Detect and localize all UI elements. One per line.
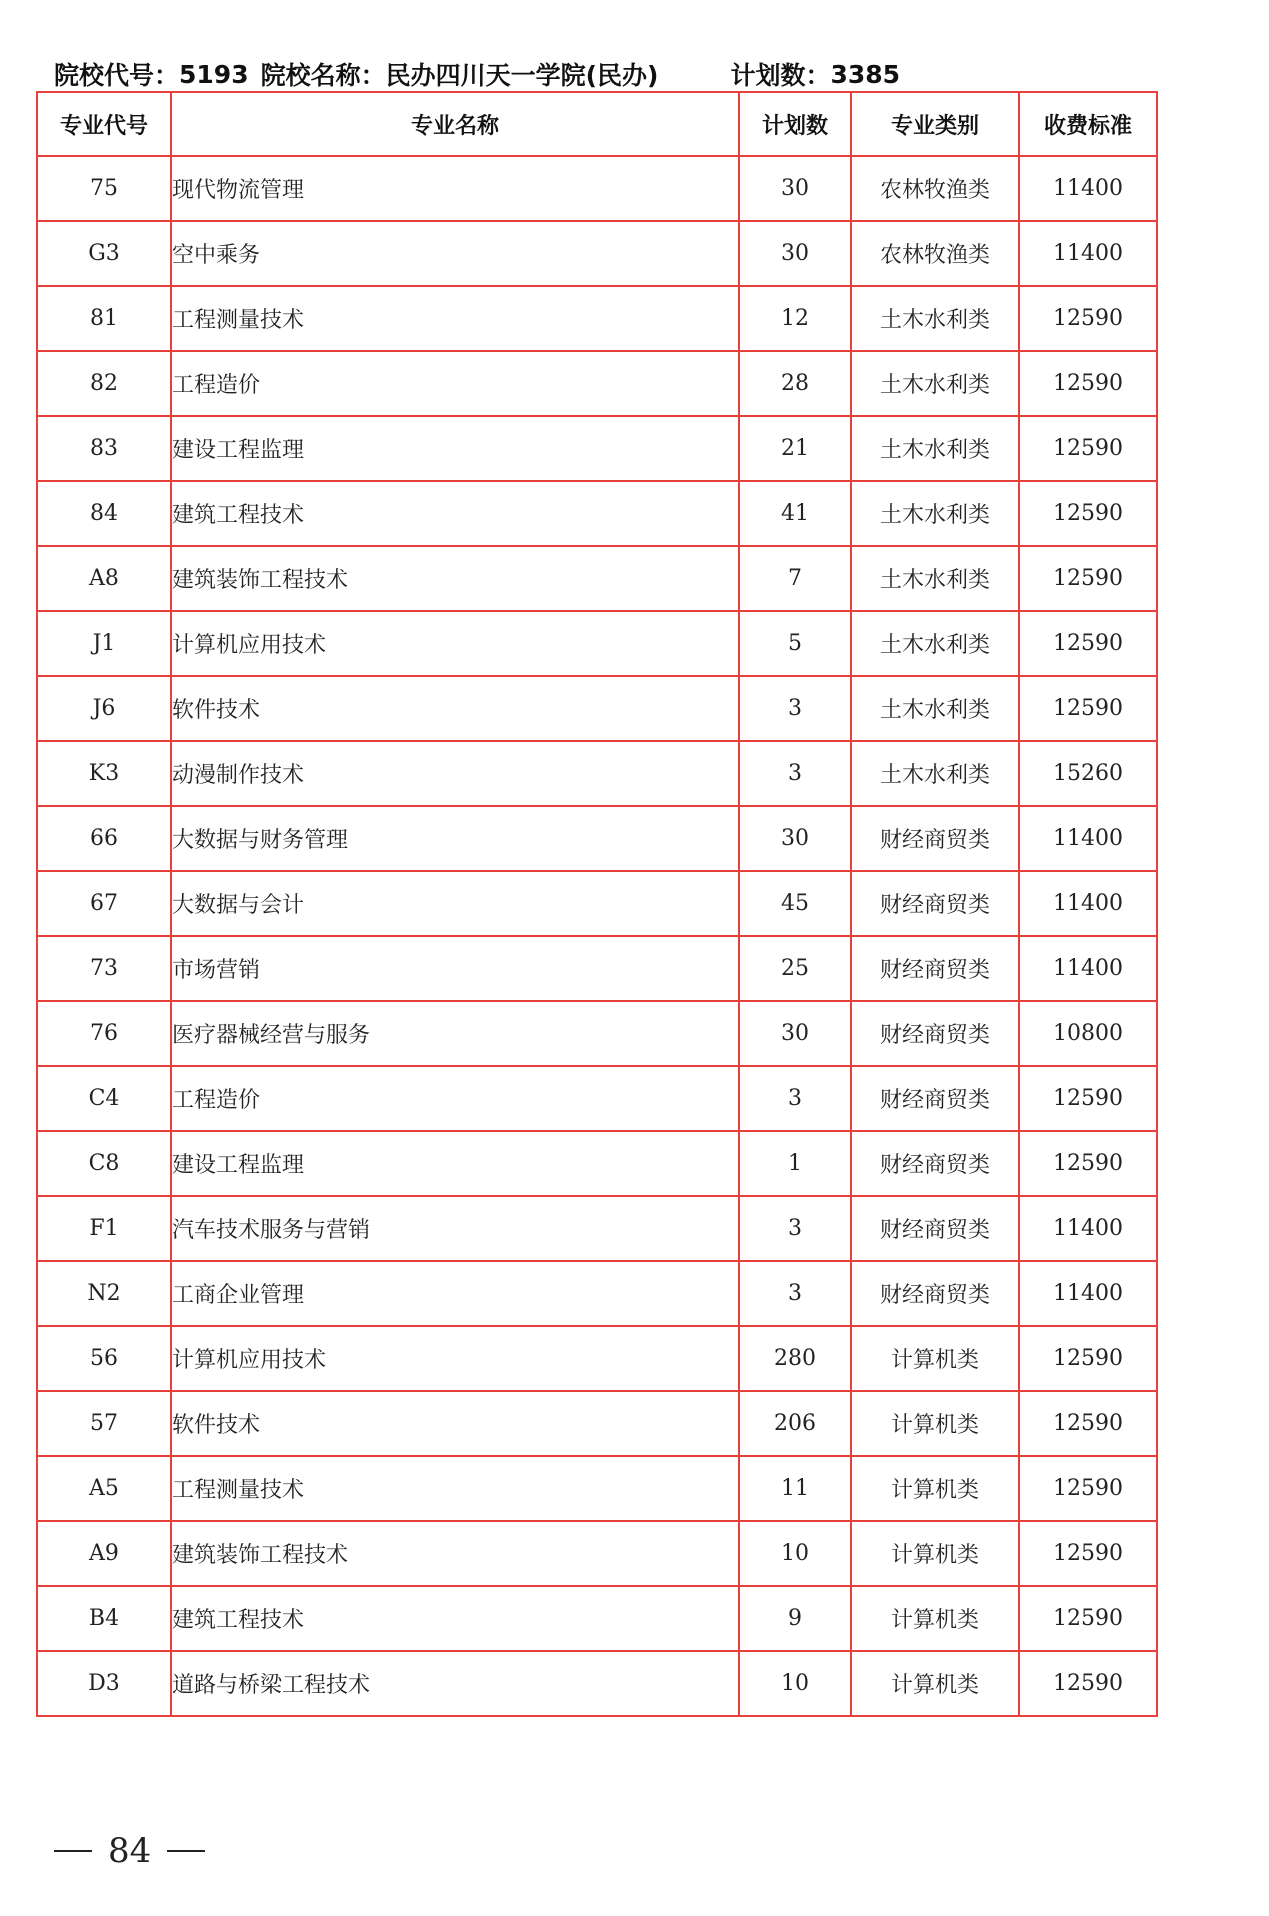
plan-count-cell: 3 (739, 676, 851, 741)
table-row (37, 481, 1157, 546)
major-name-cell: 空中乘务 (171, 221, 739, 286)
plan-count-cell: 41 (739, 481, 851, 546)
tuition-fee-cell: 12590 (1019, 351, 1157, 416)
major-name-cell: 计算机应用技术 (171, 1326, 739, 1391)
major-name-cell: 软件技术 (171, 1391, 739, 1456)
page-footer (54, 1826, 205, 1876)
major-name-cell: 工程造价 (171, 1066, 739, 1131)
major-name-cell: 软件技术 (171, 676, 739, 741)
tuition-fee-cell: 11400 (1019, 871, 1157, 936)
major-name-cell: 建设工程监理 (171, 1131, 739, 1196)
major-name-cell: 汽车技术服务与营销 (171, 1196, 739, 1261)
major-code-cell: C4 (37, 1066, 171, 1131)
column-header-fee: 收费标准 (1019, 92, 1157, 156)
major-category-cell: 财经商贸类 (851, 1261, 1019, 1326)
table-row (37, 611, 1157, 676)
major-name-cell: 工程测量技术 (171, 1456, 739, 1521)
plan-count-cell: 3 (739, 741, 851, 806)
plan-count-value: 3385 (830, 59, 901, 89)
table-row (37, 286, 1157, 351)
major-category-cell: 土木水利类 (851, 416, 1019, 481)
tuition-fee-cell: 12590 (1019, 1521, 1157, 1586)
tuition-fee-cell: 12590 (1019, 1326, 1157, 1391)
enrollment-plan-table (36, 91, 1158, 1717)
table-row (37, 1196, 1157, 1261)
plan-count-cell: 30 (739, 1001, 851, 1066)
major-name-cell: 建筑装饰工程技术 (171, 546, 739, 611)
table-row (37, 1391, 1157, 1456)
major-category-cell: 财经商贸类 (851, 1131, 1019, 1196)
table-row (37, 741, 1157, 806)
table-row (37, 1651, 1157, 1716)
plan-count-cell: 3 (739, 1261, 851, 1326)
plan-count-cell: 9 (739, 1586, 851, 1651)
major-name-cell: 大数据与会计 (171, 871, 739, 936)
plan-count-cell: 10 (739, 1651, 851, 1716)
major-category-cell: 财经商贸类 (851, 1066, 1019, 1131)
column-header-name: 专业名称 (171, 92, 739, 156)
major-name-cell: 工程造价 (171, 351, 739, 416)
major-code-cell: D3 (37, 1651, 171, 1716)
table-row (37, 871, 1157, 936)
plan-count-cell: 30 (739, 806, 851, 871)
major-category-cell: 财经商贸类 (851, 1001, 1019, 1066)
table-row (37, 1001, 1157, 1066)
major-code-cell: K3 (37, 741, 171, 806)
major-name-cell: 建筑工程技术 (171, 1586, 739, 1651)
school-header (54, 56, 900, 92)
major-category-cell: 财经商贸类 (851, 1196, 1019, 1261)
major-code-cell: G3 (37, 221, 171, 286)
major-code-cell: C8 (37, 1131, 171, 1196)
table-row (37, 806, 1157, 871)
plan-count-cell: 11 (739, 1456, 851, 1521)
plan-count-label: 计划数： (730, 61, 831, 90)
major-name-cell: 医疗器械经营与服务 (171, 1001, 739, 1066)
major-name-cell: 现代物流管理 (171, 156, 739, 221)
table-row (37, 1521, 1157, 1586)
major-name-cell: 建筑装饰工程技术 (171, 1521, 739, 1586)
major-category-cell: 计算机类 (851, 1456, 1019, 1521)
major-category-cell: 土木水利类 (851, 351, 1019, 416)
table-row (37, 221, 1157, 286)
major-code-cell: J6 (37, 676, 171, 741)
major-code-cell: N2 (37, 1261, 171, 1326)
major-code-cell: A8 (37, 546, 171, 611)
tuition-fee-cell: 12590 (1019, 286, 1157, 351)
major-name-cell: 工商企业管理 (171, 1261, 739, 1326)
page-number-dash-right (167, 1850, 205, 1852)
school-name-label: 院校名称： (260, 61, 386, 90)
major-code-cell: 73 (37, 936, 171, 1001)
tuition-fee-cell: 11400 (1019, 806, 1157, 871)
plan-count-cell: 1 (739, 1131, 851, 1196)
tuition-fee-cell: 15260 (1019, 741, 1157, 806)
tuition-fee-cell: 11400 (1019, 1196, 1157, 1261)
table-row (37, 546, 1157, 611)
tuition-fee-cell: 12590 (1019, 416, 1157, 481)
table-body (37, 156, 1157, 1716)
tuition-fee-cell: 12590 (1019, 1651, 1157, 1716)
major-name-cell: 建设工程监理 (171, 416, 739, 481)
column-header-category: 专业类别 (851, 92, 1019, 156)
tuition-fee-cell: 12590 (1019, 546, 1157, 611)
major-code-cell: A5 (37, 1456, 171, 1521)
tuition-fee-cell: 12590 (1019, 1066, 1157, 1131)
table-row (37, 1131, 1157, 1196)
major-name-cell: 道路与桥梁工程技术 (171, 1651, 739, 1716)
major-category-cell: 财经商贸类 (851, 871, 1019, 936)
major-category-cell: 土木水利类 (851, 481, 1019, 546)
tuition-fee-cell: 11400 (1019, 936, 1157, 1001)
major-category-cell: 计算机类 (851, 1326, 1019, 1391)
tuition-fee-cell: 12590 (1019, 1391, 1157, 1456)
table-row (37, 1456, 1157, 1521)
major-code-cell: B4 (37, 1586, 171, 1651)
major-category-cell: 计算机类 (851, 1521, 1019, 1586)
major-category-cell: 土木水利类 (851, 546, 1019, 611)
major-name-cell: 工程测量技术 (171, 286, 739, 351)
tuition-fee-cell: 11400 (1019, 221, 1157, 286)
table-row (37, 936, 1157, 1001)
tuition-fee-cell: 12590 (1019, 1131, 1157, 1196)
plan-count-cell: 12 (739, 286, 851, 351)
major-name-cell: 动漫制作技术 (171, 741, 739, 806)
plan-count-cell: 25 (739, 936, 851, 1001)
plan-count-cell: 280 (739, 1326, 851, 1391)
tuition-fee-cell: 11400 (1019, 156, 1157, 221)
major-category-cell: 计算机类 (851, 1391, 1019, 1456)
major-code-cell: 75 (37, 156, 171, 221)
page-number-dash-left (54, 1850, 92, 1852)
major-code-cell: 56 (37, 1326, 171, 1391)
major-category-cell: 土木水利类 (851, 286, 1019, 351)
school-name-value: 民办四川天一学院(民办) (385, 61, 659, 90)
tuition-fee-cell: 12590 (1019, 1586, 1157, 1651)
major-category-cell: 土木水利类 (851, 741, 1019, 806)
major-code-cell: 76 (37, 1001, 171, 1066)
plan-count-cell: 7 (739, 546, 851, 611)
plan-count-cell: 3 (739, 1066, 851, 1131)
column-header-code: 专业代号 (37, 92, 171, 156)
major-code-cell: 84 (37, 481, 171, 546)
major-code-cell: F1 (37, 1196, 171, 1261)
major-name-cell: 建筑工程技术 (171, 481, 739, 546)
table-row (37, 676, 1157, 741)
plan-count-cell: 30 (739, 221, 851, 286)
school-code-value: 5193 (179, 59, 249, 89)
major-category-cell: 计算机类 (851, 1651, 1019, 1716)
major-name-cell: 大数据与财务管理 (171, 806, 739, 871)
table-row (37, 1586, 1157, 1651)
major-category-cell: 财经商贸类 (851, 936, 1019, 1001)
major-category-cell: 财经商贸类 (851, 806, 1019, 871)
major-name-cell: 市场营销 (171, 936, 739, 1001)
major-code-cell: 81 (37, 286, 171, 351)
major-code-cell: 57 (37, 1391, 171, 1456)
plan-count-cell: 3 (739, 1196, 851, 1261)
plan-count-cell: 10 (739, 1521, 851, 1586)
table-header-row (37, 92, 1157, 156)
major-code-cell: 83 (37, 416, 171, 481)
table-row (37, 1326, 1157, 1391)
major-name-cell: 计算机应用技术 (171, 611, 739, 676)
tuition-fee-cell: 12590 (1019, 1456, 1157, 1521)
major-code-cell: 82 (37, 351, 171, 416)
table-row (37, 156, 1157, 221)
table-row (37, 416, 1157, 481)
major-category-cell: 计算机类 (851, 1586, 1019, 1651)
page-number: 84 (108, 1831, 152, 1871)
tuition-fee-cell: 11400 (1019, 1261, 1157, 1326)
table-row (37, 1066, 1157, 1131)
table-header (37, 92, 1157, 156)
plan-count-cell: 30 (739, 156, 851, 221)
column-header-plan: 计划数 (739, 92, 851, 156)
major-code-cell: J1 (37, 611, 171, 676)
plan-count-cell: 28 (739, 351, 851, 416)
major-code-cell: 67 (37, 871, 171, 936)
plan-count-cell: 5 (739, 611, 851, 676)
tuition-fee-cell: 12590 (1019, 481, 1157, 546)
plan-count-cell: 206 (739, 1391, 851, 1456)
major-code-cell: 66 (37, 806, 171, 871)
plan-count-cell: 45 (739, 871, 851, 936)
table-row (37, 351, 1157, 416)
plan-count-cell: 21 (739, 416, 851, 481)
major-category-cell: 土木水利类 (851, 611, 1019, 676)
major-category-cell: 农林牧渔类 (851, 156, 1019, 221)
major-category-cell: 土木水利类 (851, 676, 1019, 741)
major-code-cell: A9 (37, 1521, 171, 1586)
tuition-fee-cell: 12590 (1019, 611, 1157, 676)
tuition-fee-cell: 12590 (1019, 676, 1157, 741)
table-row (37, 1261, 1157, 1326)
major-category-cell: 农林牧渔类 (851, 221, 1019, 286)
school-code-label: 院校代号： (54, 61, 180, 90)
tuition-fee-cell: 10800 (1019, 1001, 1157, 1066)
